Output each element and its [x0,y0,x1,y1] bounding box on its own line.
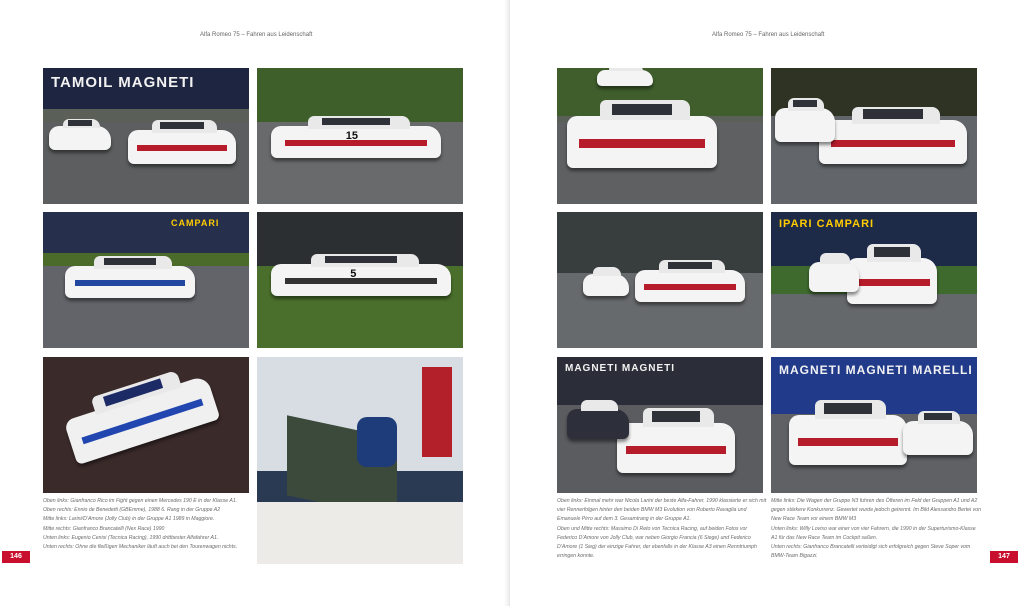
caption: Unten links: Eugenio Cenisi (Tecnica Racing), 1990 drittbester Alfafahrer A1. [43,534,219,541]
caption: Unten rechts: Gianfranco Brancatelli verteidigt sich erfolgreich gegen Steve Soper vom BMW-Team Bigazzi. [771,544,971,560]
caption: Unten rechts: Ohne die fleißigen Mechaniker läuft auch bei den Tourenwagen nichts. [43,544,238,551]
photo-middle-left [43,212,249,348]
banner-text: CAMPARI [171,218,220,228]
car-number: 15 [345,129,359,142]
photo-top-left [557,68,763,204]
race-car [635,270,745,302]
race-car [567,409,629,439]
race-car [64,375,221,465]
race-car [775,108,835,142]
mechanic [422,367,452,457]
caption: Oben links: Gianfranco Rico im Fight gegen einen Mercedes 190 E in der Klasse A1. [43,498,238,504]
race-car [583,274,629,296]
race-car [617,423,735,473]
right-captions-col1 [557,497,767,561]
photo-bottom-right [257,357,463,564]
race-car [903,421,973,455]
left-captions [43,497,258,552]
photo-middle-right [771,212,977,348]
caption: Mitte links: Larini/D’Amore (Jolly Club) in der Gruppe A1 1989 in Maggiore. [43,516,215,523]
race-car [49,126,111,150]
caption: Oben links: Einmal mehr war Nicola Larini der beste Alfa-Fahrer. 1990 klassierte er sich mit vier Rennerfolgen hinter den beiden BMW M3 Evolution von Roberto Ravaglia und Emanuele Pirro auf dem 3. Gesamtrang in der Gruppe A1. [557,498,767,523]
photo-bottom-left [43,357,249,493]
photo-top-right [257,68,463,204]
left-running-head: Alfa Romeo 75 – Fahren aus Leidenschaft [200,32,313,38]
right-running-head: Alfa Romeo 75 – Fahren aus Leidenschaft [712,32,825,38]
right-page [510,0,1020,606]
photo-bottom-right [771,357,977,493]
page-number: 146 [2,551,30,563]
banner-text: IPARI CAMPARI [779,218,875,230]
race-car [819,120,967,164]
photo-bottom-left [557,357,763,493]
race-car [128,130,236,164]
photo-middle-right [257,212,463,348]
race-car [809,262,859,292]
caption: Oben rechts: Ennio de Benedetti (GBEmme), 1988 6. Rang in der Gruppe A2 [43,507,221,514]
page-number: 147 [990,551,1018,563]
photo-top-right [771,68,977,204]
race-car [567,116,717,168]
race-car [597,70,653,86]
banner-text: TAMOIL MAGNETI [51,74,195,91]
right-captions-col2 [771,497,981,561]
race-car [789,415,907,465]
race-car [271,264,451,296]
car-number: 5 [350,267,357,280]
race-car [847,258,937,304]
banner-text: MAGNETI MAGNETI [565,363,675,374]
race-car [65,266,195,298]
photo-middle-left [557,212,763,348]
race-car [271,126,441,158]
banner-text: MAGNETI MAGNETI MARELLI [779,363,973,377]
mechanic [357,417,397,467]
caption: Unten links: Willy Loviso war einer von vier Fahrern, die 1990 in der Superturismo-Klasse A1 für das New Race Team im Cockpit saßen. [771,525,976,541]
photo-top-left [43,68,249,204]
caption: Oben und Mitte rechts: Massimo Di Reto von Tecnica Racing, auf beiden Fotos vor Federico D’Amore von Jolly Club, war neben Giorgio Francia (6 Siege) und Federico D’Amore (1 Sieg) der einzige Fahrer, der ebenfalls in der Klasse A3 einen Renntriumph erringen konnte. [557,525,757,560]
caption: Mitte links: Die Wagen der Gruppe N3 fuhren des Öfteren im Feld der Gruppen A1 und A2 gegen stärkere Konkurrenz. Gewertet wurde jedoch getrennt. Im Bild Alessandro Bertei von New Race Team vor einem BMW M3 [771,498,982,523]
caption: Mitte rechts: Gianfranco Brancatelli (Nex Race) 1990 [43,525,165,532]
